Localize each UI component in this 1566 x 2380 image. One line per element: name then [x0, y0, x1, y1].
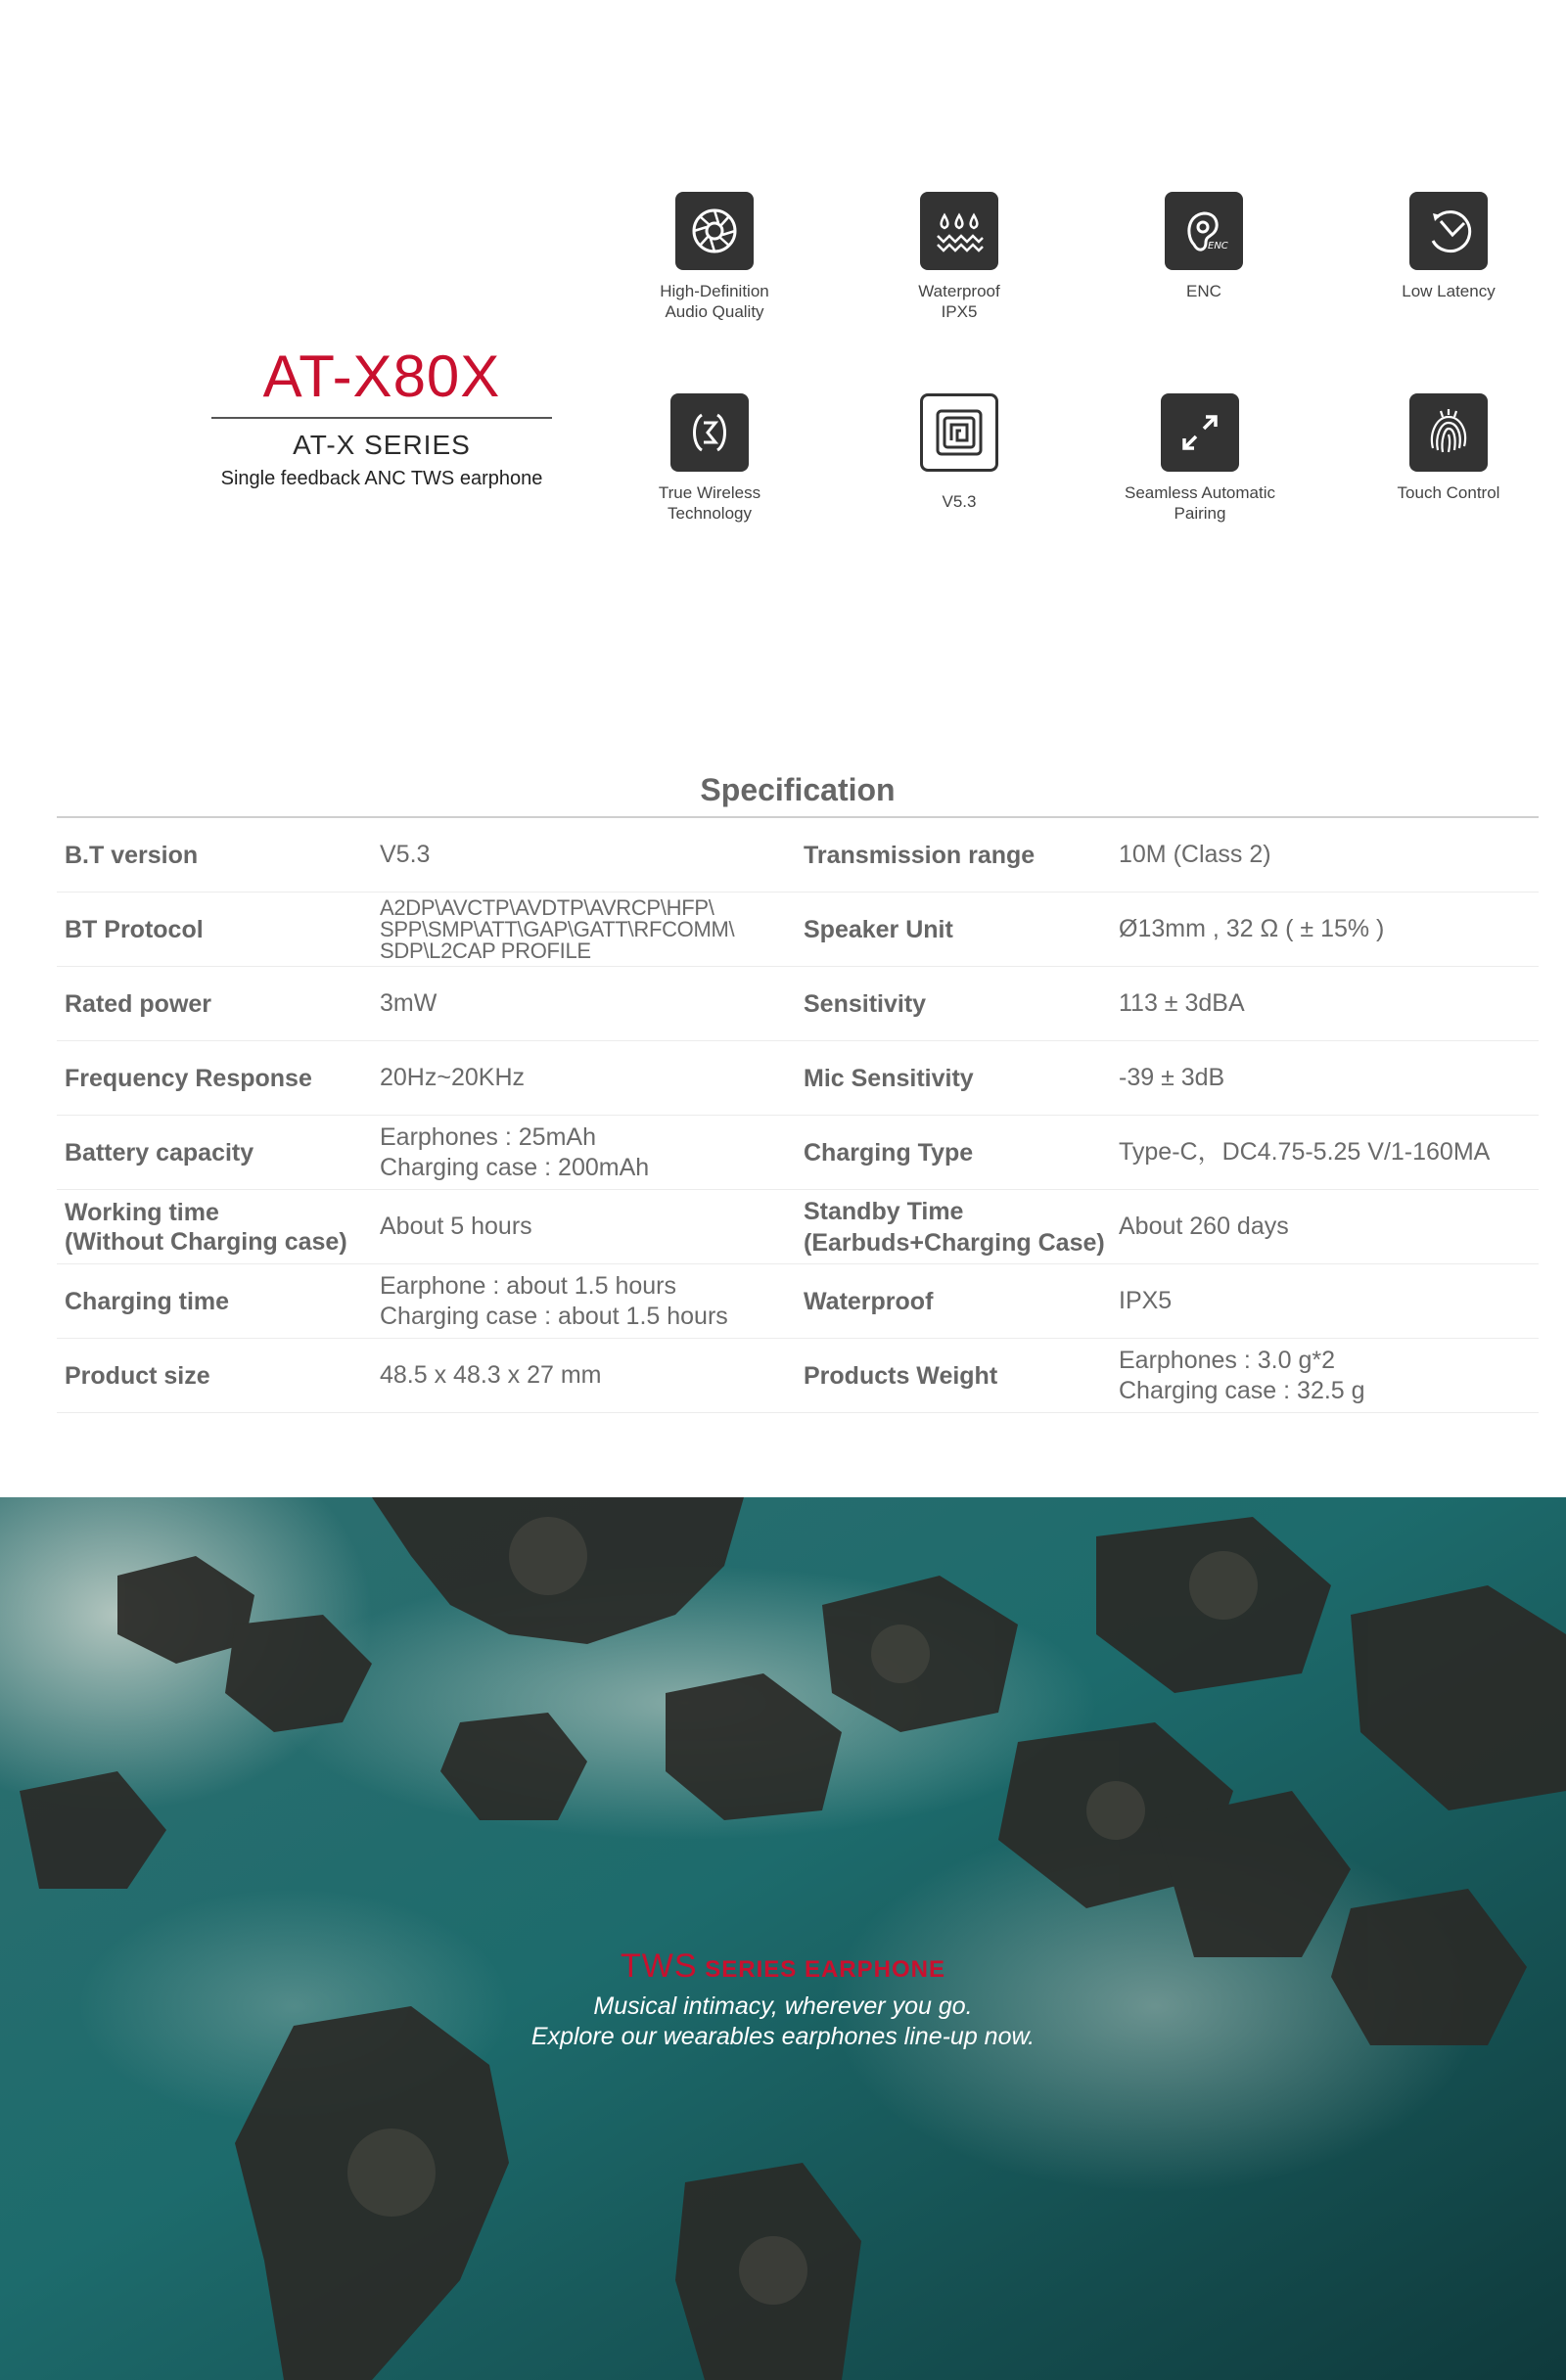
spec-key — [796, 1360, 1119, 1392]
spec-value-line: Type-C，DC4.75-5.25 V/1-160MA — [1119, 1138, 1491, 1166]
banner-headline-tws: TWS — [621, 1947, 698, 1985]
feature-label-line2: IPX5 — [941, 302, 978, 321]
spec-value-line: Ø13mm , 32 Ω ( ± 15% ) — [1119, 915, 1385, 942]
feature-auto-pairing — [1092, 393, 1308, 524]
spec-value-line: Earphones : 25mAh — [380, 1122, 596, 1151]
spec-value-line: -39 ± 3dB — [1119, 1064, 1225, 1091]
spec-value-line: SDP\L2CAP PROFILE — [380, 938, 591, 963]
spec-value-line: 10M (Class 2) — [1119, 841, 1271, 868]
spec-key: BT Protocol — [65, 915, 204, 943]
spec-value — [380, 1212, 796, 1242]
specification-table — [57, 763, 1539, 1413]
spec-value-line: V5.3 — [380, 841, 431, 868]
spec-value — [1119, 914, 1539, 944]
product-series: AT-X SERIES — [293, 430, 471, 460]
banner-copy — [0, 1947, 1566, 2052]
spec-value — [1119, 1212, 1539, 1242]
spec-key-line: Products Weight — [804, 1361, 998, 1390]
spec-key-line: Speaker Unit — [804, 915, 953, 943]
feature-bt-version — [852, 393, 1067, 512]
spec-title: Specification — [700, 772, 896, 807]
spec-key: B.T version — [65, 841, 199, 869]
feature-label-line2: Audio Quality — [665, 302, 764, 321]
feature-label-line2: Pairing — [1174, 504, 1226, 523]
spec-value-line: 48.5 x 48.3 x 27 mm — [380, 1361, 602, 1389]
table-row — [57, 1041, 1539, 1116]
product-hero — [0, 0, 1566, 705]
spec-key: Rated power — [65, 989, 212, 1018]
spec-key: Charging time — [65, 1287, 230, 1315]
table-row — [57, 967, 1539, 1041]
spec-value-line: About 5 hours — [380, 1213, 532, 1240]
table-row — [57, 1190, 1539, 1264]
spec-value — [1119, 840, 1539, 870]
feature-enc — [1096, 192, 1312, 301]
spec-key — [796, 988, 1119, 1020]
feature-waterproof — [852, 192, 1067, 322]
ear-enc-icon — [1165, 192, 1243, 270]
spec-value-line: Charging case : about 1.5 hours — [380, 1302, 728, 1330]
banner-headline — [0, 1947, 1566, 1986]
feature-label: High-Definition — [660, 282, 769, 300]
spec-key-line: Charging Type — [804, 1138, 974, 1167]
expand-arrows-icon — [1161, 393, 1239, 472]
table-row — [57, 1339, 1539, 1413]
water-drops-icon — [920, 192, 998, 270]
spec-key-line: Mic Sensitivity — [804, 1064, 974, 1092]
spec-value-line: About 260 days — [1119, 1213, 1289, 1240]
spec-key-line: Sensitivity — [804, 989, 927, 1018]
spec-key — [796, 840, 1119, 871]
spec-value — [1119, 1286, 1539, 1316]
ocean-banner — [0, 1497, 1566, 2380]
feature-grid — [607, 192, 1546, 534]
spec-key — [796, 1063, 1119, 1094]
chip-icon — [920, 393, 998, 472]
feature-low-latency — [1341, 192, 1556, 301]
banner-line-2: Explore our wearables earphones line-up now. — [530, 2023, 1036, 2050]
spec-key: Frequency Response — [65, 1064, 312, 1092]
spec-value-line: Charging case : 200mAh — [380, 1153, 650, 1181]
spec-value-line: Earphones : 3.0 g*2 — [1119, 1346, 1335, 1374]
spec-key — [796, 1137, 1119, 1168]
table-row — [57, 1116, 1539, 1190]
spec-value — [380, 988, 796, 1019]
spec-key-line: Waterproof — [804, 1287, 934, 1315]
table-row — [57, 1264, 1539, 1339]
spec-value — [1119, 1063, 1539, 1093]
speaker-icon — [675, 192, 754, 270]
feature-label: Waterproof — [918, 282, 1000, 300]
spec-value-line: 3mW — [380, 989, 438, 1017]
spec-key-line: (Earbuds+Charging Case) — [804, 1228, 1105, 1257]
spec-value — [1119, 1346, 1539, 1406]
title-divider — [211, 417, 552, 419]
spec-key: Working time (Without Charging case) — [65, 1198, 347, 1256]
spec-key — [796, 914, 1119, 945]
feature-label: True Wireless — [658, 483, 761, 502]
spec-value — [380, 894, 796, 963]
feature-label: Low Latency — [1402, 282, 1496, 300]
feature-true-wireless — [602, 393, 817, 524]
spec-value — [380, 1271, 796, 1332]
banner-headline-rest: SERIES EARPHONE — [705, 1956, 945, 1983]
feature-touch-control — [1341, 393, 1556, 503]
feature-label-line2: Technology — [667, 504, 752, 523]
feature-audio-quality — [607, 192, 822, 322]
spec-value-line: 113 ± 3dBA — [1119, 989, 1245, 1017]
spec-value — [1119, 1137, 1539, 1167]
banner-subtext — [0, 1991, 1566, 2052]
spec-key: Battery capacity — [65, 1138, 254, 1167]
spec-value-line: Earphone : about 1.5 hours — [380, 1271, 677, 1300]
spec-value-line: 20Hz~20KHz — [380, 1064, 525, 1091]
feature-label: V5.3 — [942, 492, 977, 511]
spec-value — [380, 1122, 796, 1183]
fingerprint-icon — [1409, 393, 1488, 472]
spec-value — [380, 1360, 796, 1391]
spec-value-line: IPX5 — [1119, 1287, 1173, 1314]
product-name: AT-X80X — [262, 343, 501, 409]
timer-icon — [1409, 192, 1488, 270]
feature-label: ENC — [1186, 282, 1221, 300]
product-tagline: Single feedback ANC TWS earphone — [220, 468, 543, 489]
feature-label: Touch Control — [1397, 483, 1500, 502]
spec-key — [796, 1286, 1119, 1317]
spec-value-line: SPP\SMP\ATT\GAP\GATT\RFCOMM\ — [380, 916, 735, 941]
table-row — [57, 818, 1539, 892]
svg-text:ENC: ENC — [1208, 241, 1228, 252]
feature-label: Seamless Automatic — [1124, 483, 1275, 502]
spec-value — [380, 840, 796, 870]
ocean-background-image — [0, 1497, 1566, 2380]
spec-value-line: A2DP\AVCTP\AVDTP\AVRCP\HFP\ — [380, 894, 714, 920]
product-title-block — [186, 343, 577, 491]
spec-value — [1119, 988, 1539, 1019]
spec-value — [380, 1063, 796, 1093]
spec-key: Product size — [65, 1361, 210, 1390]
spec-value-line: Charging case : 32.5 g — [1119, 1376, 1365, 1404]
table-row — [57, 892, 1539, 967]
spec-key-line: Transmission range — [804, 841, 1036, 869]
spec-key — [796, 1196, 1119, 1259]
sigma-wireless-icon — [670, 393, 749, 472]
spec-key-line: Standby Time — [804, 1197, 964, 1225]
banner-line-1: Musical intimacy, wherever you go. — [593, 1992, 973, 2020]
